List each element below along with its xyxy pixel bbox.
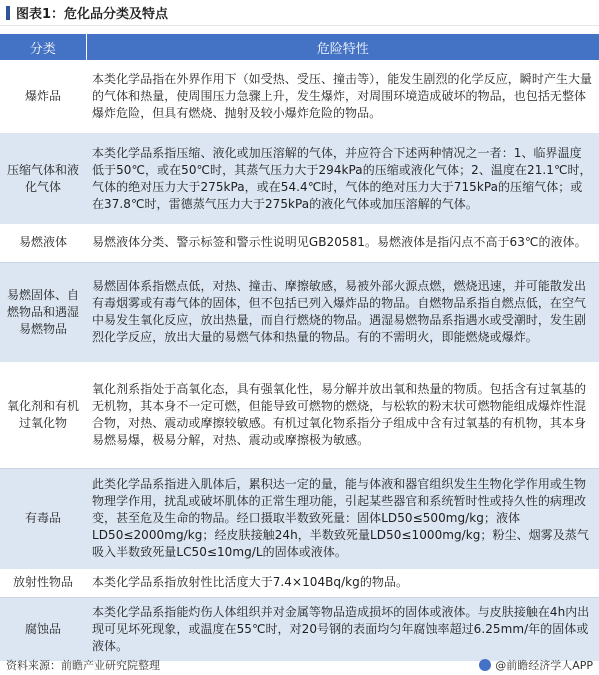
row-category: 爆炸品 [0, 60, 86, 133]
row-description: 氧化剂系指处于高氧化态，具有强氧化性，易分解并放出氧和热量的物质。包括含有过氧基的无机物，其本身不一定可燃，但能导致可燃物的燃烧，与松软的粉末状可燃物能组成爆炸性混合物，对热、震动或摩擦较敏感。有机过氧化物系指分子组成中含有过氧基的有机物，其本身易燃易爆，极易分解，对热、震动或摩擦极为敏感。 [86, 362, 599, 468]
row-category: 有毒品 [0, 468, 86, 569]
chart-title-bar [0, 0, 599, 26]
table-row [0, 468, 599, 569]
table-row [0, 224, 599, 262]
row-category: 易燃固体、自燃物品和遇湿易燃物品 [0, 262, 86, 362]
table-row [0, 362, 599, 468]
page-title: 图表1：危化品分类及特点 [16, 7, 169, 22]
table-row [0, 133, 599, 224]
header-characteristics: 危险特性 [86, 34, 599, 60]
source-note: 资料来源：前瞻产业研究院整理 [6, 659, 160, 672]
row-description: 易燃固体系指燃点低，对热、撞击、摩擦敏感，易被外部火源点燃，燃烧迅速，并可能散发出有毒烟雾或有毒气体的固体，但不包括已列入爆炸品的物品。自燃物品系指自燃点低，在空气中易发生氧化反应，放出热量，而自行燃烧的物品。遇湿易燃物品系指遇水或受潮时，发生剧烈化学反应，放出大量的易燃气体和热量的物品。有的不需明火，即能燃烧或爆炸。 [86, 262, 599, 362]
row-description: 本类化学品指在外界作用下（如受热、受压、撞击等），能发生剧烈的化学反应，瞬时产生大量的气体和热量，使周围压力急骤上升，发生爆炸，对周围环境造成破坏的物品，也包括无整体爆炸危险，但具有燃烧、抛射及较小爆炸危险的物品。 [86, 60, 599, 133]
table-row [0, 569, 599, 597]
row-category: 压缩气体和液化气体 [0, 133, 86, 224]
row-description: 本类化学品系指放射性比活度大于7.4×104Bq/kg的物品。 [86, 569, 599, 597]
row-category: 放射性物品 [0, 569, 86, 597]
brand-credit [479, 657, 599, 673]
row-description: 此类化学品系指进入肌体后，累积达一定的量，能与体液和器官组织发生生物化学作用或生物物理学作用，扰乱或破坏肌体的正常生理功能，引起某些器官和系统暂时性或持久性的病理改变，甚至危及生命的物品。经口摄取半数致死量：固体LD50≤500mg/kg；液体LD50≤2000mg/kg；经皮肤接触24h，半数致死量LD50≤1000mg/kg；粉尘、烟雾及蒸气吸入半数致死量LC50≤10mg/L的固体或液体。 [86, 468, 599, 569]
row-description: 本类化学品系指能灼伤人体组织并对金属等物品造成损坏的固体或液体。与皮肤接触在4h内出现可见坏死现象，或温度在55℃时，对20号钢的表面均匀年腐蚀率超过6.25mm/年的固体或液体。 [86, 597, 599, 661]
brand-text: @前瞻经济学人APP [495, 659, 593, 672]
row-category: 氧化剂和有机过氧化物 [0, 362, 86, 468]
table-header-row [0, 34, 599, 60]
table-row [0, 60, 599, 133]
row-description: 本类化学品系指压缩、液化或加压溶解的气体，并应符合下述两种情况之一者：1、临界温度低于50℃，或在50℃时，其蒸气压力大于294kPa的压缩或液化气体；2、温度在21.1℃时，气体的绝对压力大于275kPa，或在54.4℃时，气体的绝对压力大于715kPa的压缩气体；或在37.8℃时，雷德蒸气压力大于275kPa的液化气体或加压溶解的气体。 [86, 133, 599, 224]
row-category: 腐蚀品 [0, 597, 86, 661]
hazmat-table [0, 34, 599, 661]
row-category: 易燃液体 [0, 224, 86, 262]
table-row [0, 597, 599, 661]
row-description: 易燃液体分类、警示标签和警示性说明见GB20581。易燃液体是指闪点不高于63℃的液体。 [86, 224, 599, 262]
table-row [0, 262, 599, 362]
title-marker-icon [6, 6, 10, 20]
header-category: 分类 [0, 34, 86, 60]
footer [0, 655, 599, 675]
brand-logo-icon [479, 659, 491, 671]
